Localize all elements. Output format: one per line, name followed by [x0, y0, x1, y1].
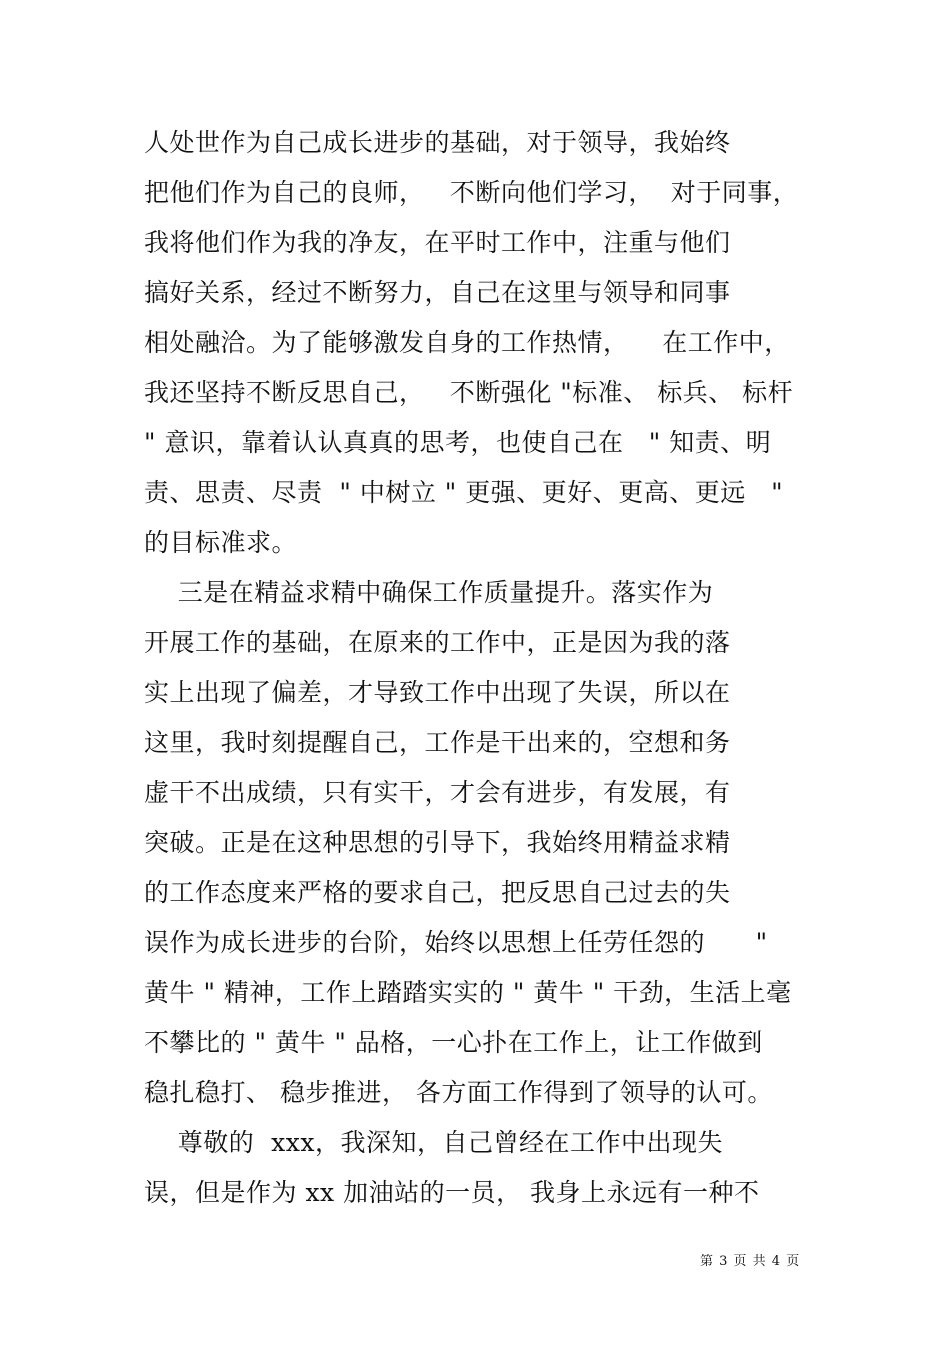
text-line: 误，但是作为 xx 加油站的一员， 我身上永远有一种不	[144, 1178, 760, 1207]
page-number-footer: 第 3 页 共 4 页	[700, 1254, 801, 1269]
document-body	[144, 118, 814, 1218]
text-line: 我还坚持不断反思自己， 不断强化 "标准、 标兵、 标杆	[144, 378, 794, 407]
text-line: 我将他们作为我的净友，在平时工作中，注重与他们	[144, 228, 731, 257]
text-line: " 意识，靠着认认真真的思考，也使自己在 " 知责、明	[144, 428, 772, 457]
text-line: 实上出现了偏差，才导致工作中出现了失误，所以在	[144, 678, 731, 707]
text-line: 相处融洽。为了能够激发自身的工作热情， 在工作中，	[144, 328, 790, 357]
text-line: 突破。正是在这种思想的引导下，我始终用精益求精	[144, 828, 731, 857]
text-line: 不攀比的 " 黄牛 " 品格，一心扑在工作上，让工作做到	[144, 1028, 763, 1057]
text-line: 把他们作为自己的良师， 不断向他们学习， 对于同事，	[144, 178, 799, 207]
text-line: 虚干不出成绩，只有实干，才会有进步，有发展，有	[144, 778, 731, 807]
text-line: 三是在精益求精中确保工作质量提升。落实作为	[144, 578, 714, 607]
text-line: 的目标准求。	[144, 528, 298, 557]
text-line: 的工作态度来严格的要求自己，把反思自己过去的失	[144, 878, 731, 907]
text-line: 责、思责、尽责 " 中树立 " 更强、更好、更高、更远 "	[144, 478, 784, 507]
text-line: 人处世作为自己成长进步的基础，对于领导，我始终	[144, 128, 731, 157]
text-line: 这里，我时刻提醒自己，工作是干出来的，空想和务	[144, 728, 731, 757]
text-line: 黄牛 " 精神，工作上踏踏实实的 " 黄牛 " 干劲，生活上毫	[144, 978, 792, 1007]
text-line: 搞好关系，经过不断努力，自己在这里与领导和同事	[144, 278, 731, 307]
text-line: 误作为成长进步的台阶，始终以思想上任劳任怨的 "	[144, 928, 768, 957]
text-line: 稳扎稳打、 稳步推进， 各方面工作得到了领导的认可。	[144, 1078, 773, 1107]
text-line: 开展工作的基础，在原来的工作中，正是因为我的落	[144, 628, 731, 657]
text-line: 尊敬的 xxx，我深知，自己曾经在工作中出现失	[144, 1128, 723, 1157]
